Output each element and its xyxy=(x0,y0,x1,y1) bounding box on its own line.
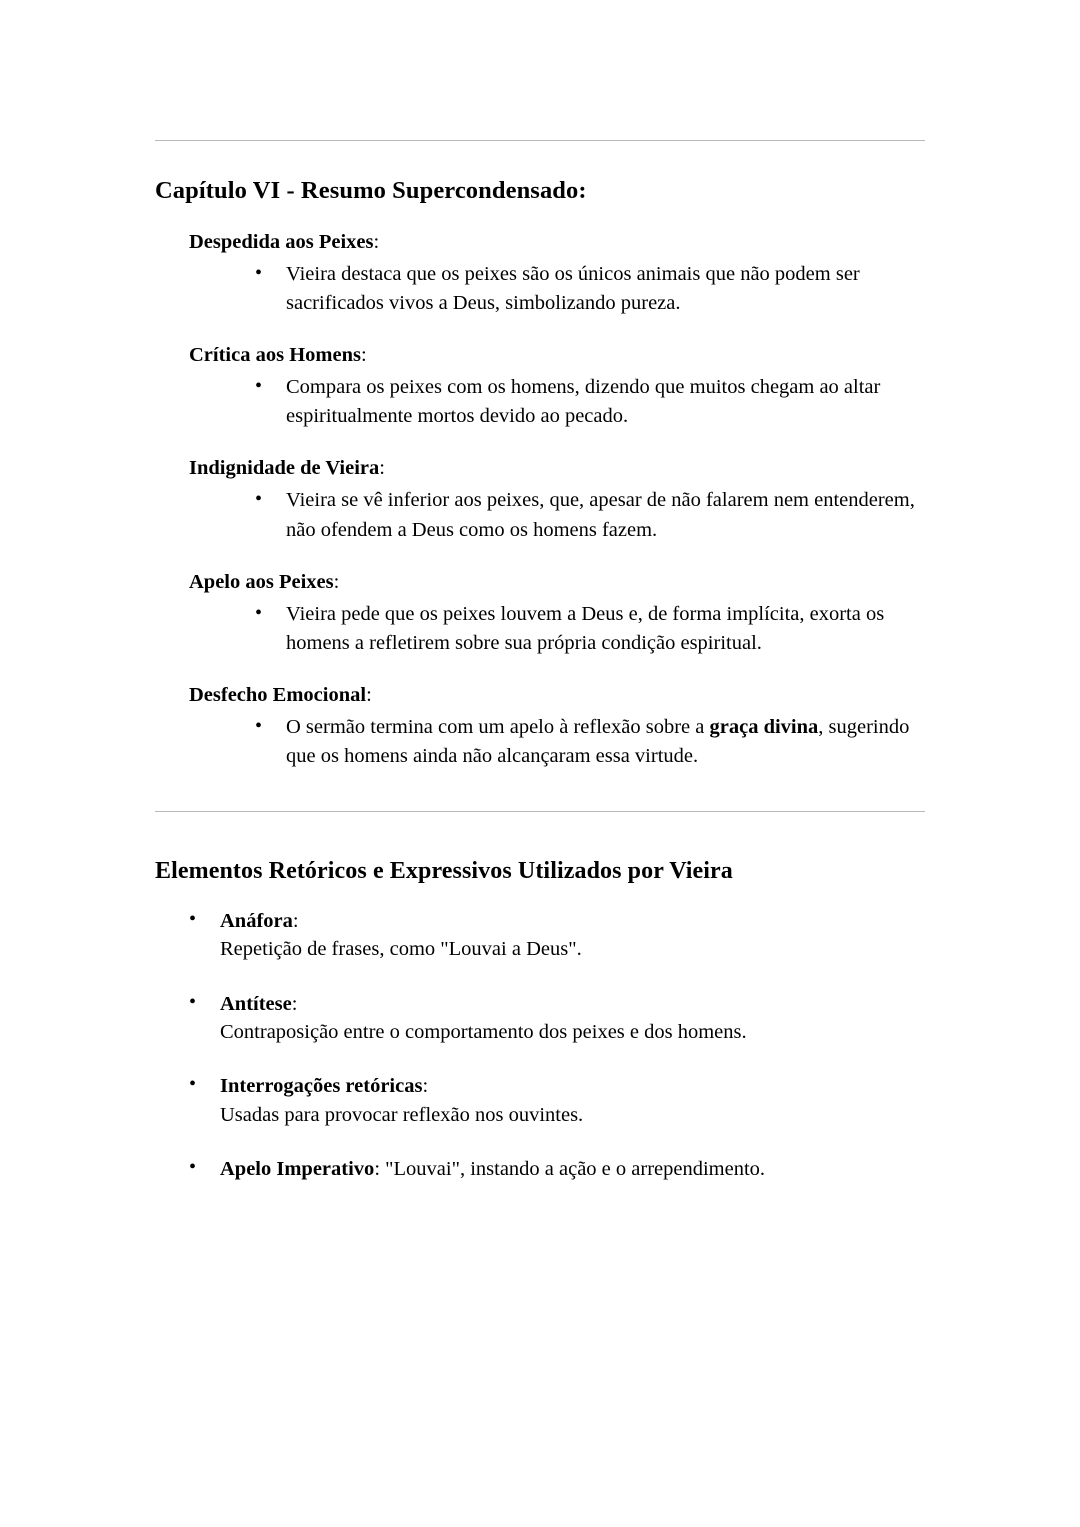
list-item-colon: : xyxy=(291,992,298,1015)
list-item-text: "Louvai", instando a ação e o arrependimento. xyxy=(380,1157,766,1180)
bullet-list xyxy=(155,373,925,431)
list-item-lead: Interrogações retóricas xyxy=(220,1075,423,1098)
list-item-text: Usadas para provocar reflexão nos ouvintes. xyxy=(220,1103,584,1126)
rhetoric-list xyxy=(155,907,925,1183)
topic-heading xyxy=(189,571,925,594)
list-item-text: Contraposição entre o comportamento dos peixes e dos homens. xyxy=(220,1020,747,1043)
section-title-rhetoric: Elementos Retóricos e Expressivos Utilizados por Vieira xyxy=(155,858,733,885)
topic-heading-label: Indignidade de Vieira xyxy=(189,457,380,480)
topic-block xyxy=(155,571,925,658)
topic-heading-label: Crítica aos Homens xyxy=(189,344,361,367)
list-item-text-pre: O sermão termina com um apelo à reflexão sobre a xyxy=(286,715,710,738)
topic-heading-label: Desfecho Emocional xyxy=(189,683,367,706)
bullet-list xyxy=(155,260,925,318)
list-item-lead: Apelo Imperativo xyxy=(220,1157,375,1180)
topic-heading xyxy=(189,344,925,367)
bullet-list xyxy=(155,600,925,658)
topic-heading-label: Despedida aos Peixes xyxy=(189,231,374,253)
topic-heading xyxy=(189,457,925,480)
topic-heading-colon: : xyxy=(366,683,372,706)
horizontal-rule-middle xyxy=(155,811,925,812)
topic-heading-label: Apelo aos Peixes xyxy=(189,570,334,593)
list-item: • Vieira destaca que os peixes são os únicos animais que não podem ser sacrificados vivos a Deus, simbolizando pureza. xyxy=(155,260,925,318)
list-item-colon: : xyxy=(292,910,299,933)
list-item-colon: : xyxy=(374,1157,381,1180)
topic-heading xyxy=(189,231,925,254)
bullet-list xyxy=(155,486,925,544)
list-item xyxy=(155,1155,925,1183)
page-title: Capítulo VI - Resumo Supercondensado: xyxy=(155,177,587,204)
topic-heading xyxy=(189,684,925,707)
list-item-text: Repetição de frases, como "Louvai a Deus". xyxy=(220,938,582,961)
list-item-colon: : xyxy=(422,1075,429,1098)
topic-heading-colon: : xyxy=(373,231,380,253)
list-item: • Vieira se vê inferior aos peixes, que, apesar de não falarem nem entenderem, não ofendem a Deus como os homens fazem. xyxy=(155,486,925,544)
list-item xyxy=(155,1072,925,1129)
topic-block xyxy=(155,231,925,318)
topic-heading-colon: : xyxy=(360,344,367,367)
topic-heading-colon: : xyxy=(379,457,385,480)
list-item: • Compara os peixes com os homens, dizendo que muitos chegam ao altar espiritualmente mortos devido ao pecado. xyxy=(155,373,925,431)
list-item-lead: Anáfora xyxy=(220,910,293,933)
topic-block xyxy=(155,344,925,431)
topic-block xyxy=(155,457,925,544)
list-item xyxy=(155,990,925,1047)
bullet-list xyxy=(155,713,925,771)
list-item: • Vieira pede que os peixes louvem a Deus e, de forma implícita, exorta os homens a refletirem sobre sua própria condição espiritual. xyxy=(155,600,925,658)
topic-heading-colon: : xyxy=(333,570,340,593)
list-item-lead: Antítese xyxy=(220,992,292,1015)
topic-block xyxy=(155,684,925,771)
list-item xyxy=(155,907,925,964)
horizontal-rule-top xyxy=(155,140,925,141)
list-item xyxy=(155,713,925,771)
list-item-text-post: , sugerindo que os homens ainda não alcançaram essa virtude. xyxy=(286,715,910,767)
list-item-text-bold: graça divina xyxy=(709,715,819,738)
